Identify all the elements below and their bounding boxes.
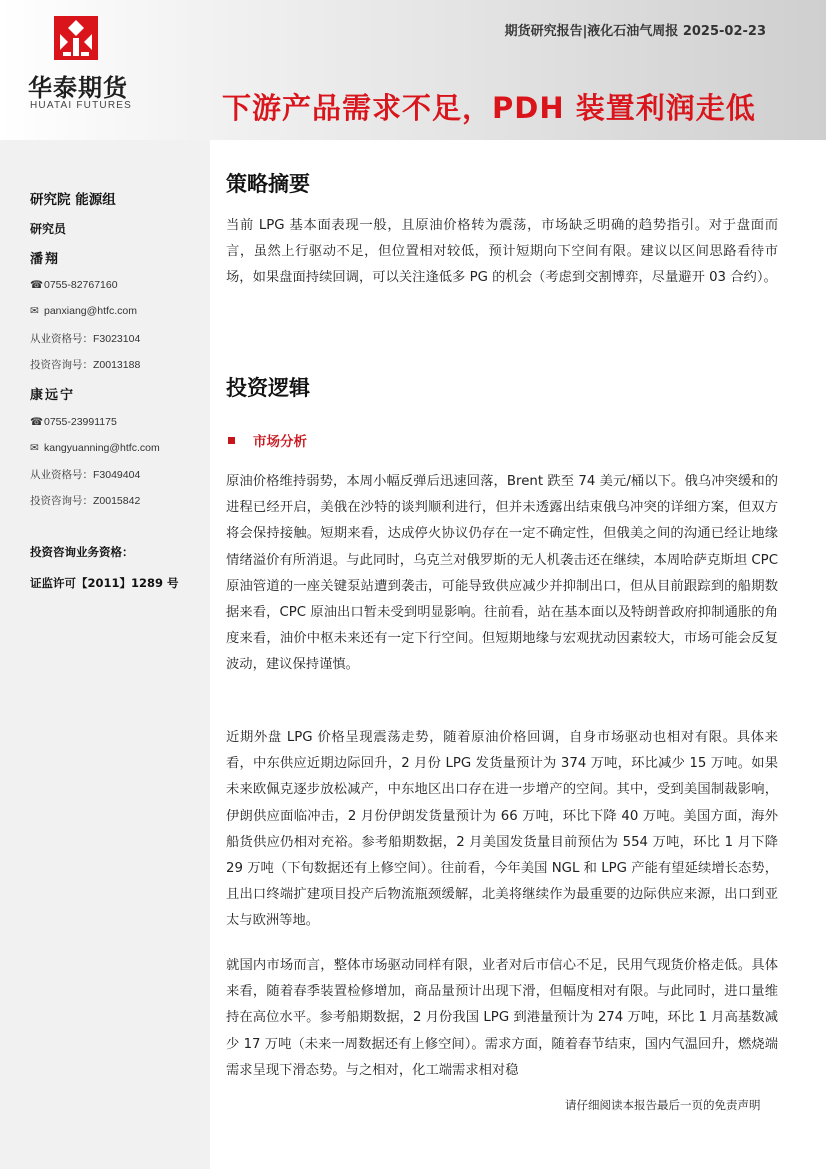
- analysis-paragraph: 就国内市场而言，整体市场驱动同样有限，业者对后市信心不足，民用气现货价格走低。具体来看，随着春季装置检修增加，商品量预计出现下滑，但幅度相对有限。与此同时，进口量维持在高位水平。参考船期数据，2 月份我国 LPG 到港量预计为 274 万吨，环比 1 月高基数减少 17 万吨（未来一周数据还有上修空间）。需求方面，随着春节结束，国内气温回升，燃烧端需求呈现下滑态势。与之相对，化工端需求相对稳: [226, 958, 778, 1078]
- square-bullet-icon: [228, 437, 235, 444]
- analyst-email[interactable]: ✉ kangyuanning@htfc.com: [30, 442, 160, 454]
- logic-heading: 投资逻辑: [226, 376, 310, 400]
- analyst-invest-number: 投资咨询号：Z0013188: [30, 359, 141, 371]
- report-headline: 下游产品需求不足，PDH 装置利润走低: [222, 91, 756, 125]
- analysis-paragraph: 近期外盘 LPG 价格呈现震荡走势，随着原油价格回调，自身市场驱动也相对有限。具体来看，中东供应近期边际回升，2 月份 LPG 发货量预计为 374 万吨，环比减少 15 万吨。如果未来欧佩克逐步放松减产，中东地区出口存在进一步增产的空间。其中，受到美国制裁影响，伊朗供应面临冲击，2 月份伊朗发货量预计为 66 万吨，环比下降 40 万吨。美国方面，海外船货供应仍相对充裕。参考船期数据，2 月美国发货量目前预估为 554 万吨，环比 1 月下降 29 万吨（下旬数据还有上修空间）。往前看，今年美国 NGL 和 LPG 产能有望延续增长态势，且出口终端扩建项目投产后物流瓶颈缓解，北美将继续作为最重要的边际供应来源，出口到亚太与欧洲等地。: [226, 730, 778, 929]
- logo-english-name: HUATAI FUTURES: [30, 100, 132, 111]
- analyst-qualification: 从业资格号：F3049404: [30, 469, 141, 481]
- email-icon: ✉: [30, 305, 39, 317]
- summary-paragraph: 当前 LPG 基本面表现一般，且原油价格转为震荡，市场缺乏明确的趋势指引。对于盘面而言，虽然上行驱动不足，但位置相对较低，预计短期向下空间有限。建议以区间思路看待市场，如果盘面持续回调，可以关注逢低多 PG 的机会（考虑到交割博弈，尽量避开 03 合约）。: [226, 218, 778, 286]
- report-header: [0, 0, 826, 140]
- summary-heading: 策略摘要: [226, 172, 310, 196]
- analyst-phone: ☎0755-82767160: [30, 279, 118, 291]
- role-label: 研究员: [30, 222, 67, 236]
- email-icon: ✉: [30, 442, 39, 454]
- license-number: 证监许可【2011】1289 号: [30, 576, 179, 590]
- analyst-name: 潘翔: [30, 252, 61, 267]
- disclaimer-footer: 请仔细阅读本报告最后一页的免责声明: [565, 1098, 761, 1112]
- department: 研究院 能源组: [30, 192, 116, 208]
- analyst-name: 康远宁: [30, 388, 76, 403]
- market-analysis-heading: 市场分析: [228, 430, 307, 450]
- analyst-qualification: 从业资格号：F3023104: [30, 333, 141, 345]
- huatai-logo-icon: [54, 16, 98, 60]
- report-type-label: 期货研究报告|液化石油气周报 2025-02-23: [504, 24, 766, 39]
- analysis-paragraph: 原油价格维持弱势，本周小幅反弹后迅速回落，Brent 跌至 74 美元/桶以下。俄乌冲突缓和的进程已经开启，美俄在沙特的谈判顺利进行，但并未透露出结束俄乌冲突的详细方案，但双方将会保持接触。短期来看，达成停火协议仍存在一定不确定性，但俄美之间的沟通已经让地缘情绪溢价有所消退。与此同时，乌克兰对俄罗斯的无人机袭击还在继续，本周哈萨克斯坦 CPC 原油管道的一座关键泵站遭到袭击，可能导致供应减少并抑制出口，但从目前跟踪到的船期数据来看，CPC 原油出口暂未受到明显影响。往前看，站在基本面以及特朗普政府抑制通胀的角度来看，油价中枢未来还有一定下行空间。但短期地缘与宏观扰动因素较大，市场可能会反复波动，建议保持谨慎。: [226, 474, 778, 673]
- logo-chinese-name: 华泰期货: [28, 74, 128, 102]
- huatai-logo: [28, 14, 138, 114]
- analyst-email[interactable]: ✉ panxiang@htfc.com: [30, 305, 137, 317]
- phone-icon: ☎: [30, 279, 44, 291]
- author-sidebar: [0, 140, 210, 1169]
- analyst-phone: ☎0755-23991175: [30, 416, 117, 428]
- analyst-invest-number: 投资咨询号：Z0015842: [30, 495, 141, 507]
- license-title: 投资咨询业务资格：: [30, 545, 134, 559]
- phone-icon: ☎: [30, 416, 44, 428]
